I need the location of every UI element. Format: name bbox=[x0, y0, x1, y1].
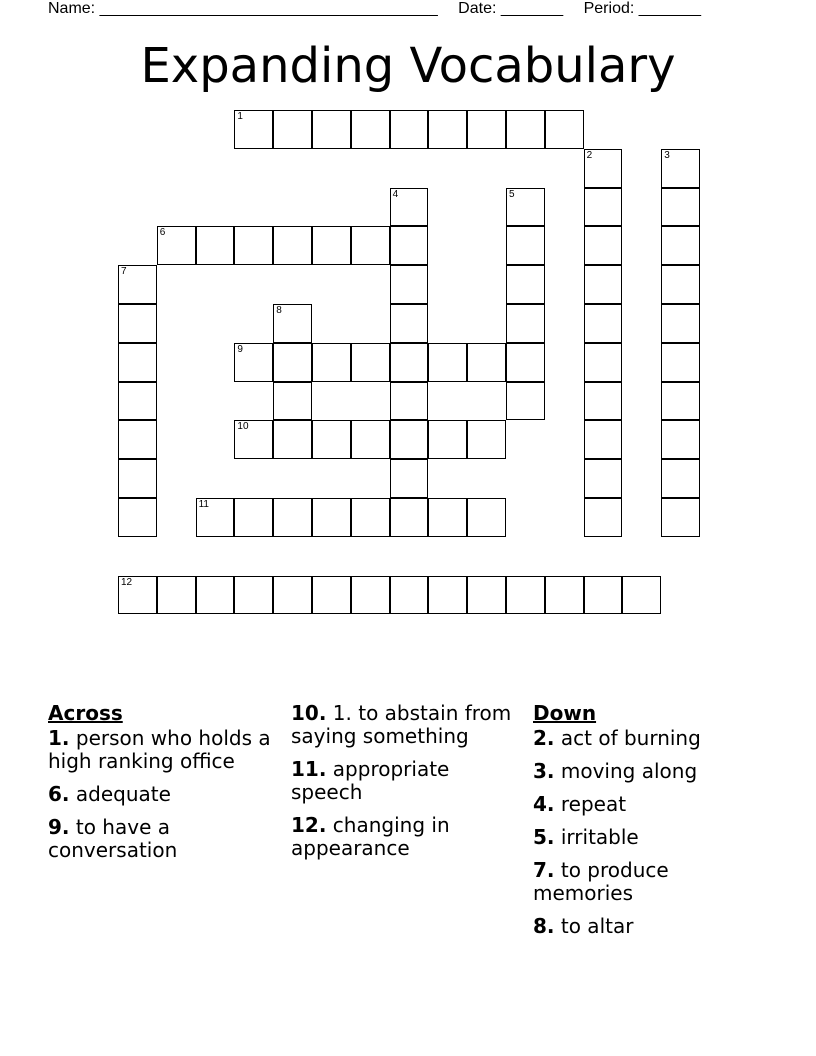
crossword-cell[interactable] bbox=[312, 343, 351, 382]
crossword-cell[interactable] bbox=[506, 110, 545, 149]
crossword-cell[interactable] bbox=[467, 576, 506, 615]
down-heading: Down bbox=[533, 701, 597, 725]
crossword-cell[interactable] bbox=[584, 343, 623, 382]
crossword-cell[interactable] bbox=[584, 149, 623, 188]
crossword-cell[interactable] bbox=[234, 420, 273, 459]
clue-number: 4 bbox=[392, 188, 399, 200]
crossword-cell[interactable] bbox=[661, 343, 700, 382]
across-clue: 1. person who holds a high ranking office bbox=[48, 726, 271, 773]
clues-column-3 bbox=[533, 702, 769, 948]
clue-number: 7 bbox=[121, 266, 127, 278]
crossword-cell[interactable] bbox=[273, 576, 312, 615]
down-clue: 4. repeat bbox=[533, 792, 627, 816]
crossword-cell[interactable] bbox=[428, 343, 467, 382]
crossword-cell[interactable] bbox=[506, 343, 545, 382]
clue-number: 12 bbox=[121, 576, 133, 588]
crossword-cell[interactable] bbox=[506, 226, 545, 265]
crossword-cell[interactable] bbox=[118, 265, 157, 304]
crossword-cell[interactable] bbox=[467, 498, 506, 537]
crossword-cell[interactable] bbox=[312, 498, 351, 537]
crossword-cell[interactable] bbox=[661, 304, 700, 343]
crossword-cell[interactable] bbox=[234, 498, 273, 537]
crossword-cell[interactable] bbox=[273, 110, 312, 149]
period-field-label: Period: _______ bbox=[583, 0, 702, 17]
crossword-cell[interactable] bbox=[661, 226, 700, 265]
crossword-cell[interactable] bbox=[661, 420, 700, 459]
crossword-cell[interactable] bbox=[661, 149, 700, 188]
crossword-cell[interactable] bbox=[584, 498, 623, 537]
page-title: Expanding Vocabulary bbox=[140, 38, 676, 94]
crossword-cell[interactable] bbox=[584, 304, 623, 343]
down-clue: 5. irritable bbox=[533, 825, 639, 849]
crossword-cell[interactable] bbox=[312, 420, 351, 459]
crossword-cell[interactable] bbox=[351, 420, 390, 459]
crossword-cell[interactable] bbox=[584, 382, 623, 421]
crossword-cell[interactable] bbox=[118, 576, 157, 615]
across-clue: 12. changing in appearance bbox=[291, 813, 450, 860]
crossword-cell[interactable] bbox=[506, 382, 545, 421]
crossword-cell[interactable] bbox=[428, 498, 467, 537]
crossword-cell[interactable] bbox=[234, 576, 273, 615]
crossword-cell[interactable] bbox=[312, 110, 351, 149]
clue-number: 9 bbox=[237, 343, 243, 355]
crossword-cell[interactable] bbox=[390, 343, 429, 382]
crossword-cell[interactable] bbox=[234, 226, 273, 265]
across-heading: Across bbox=[48, 701, 123, 725]
crossword-cell[interactable] bbox=[545, 110, 584, 149]
crossword-cell[interactable] bbox=[390, 459, 429, 498]
down-clue: 3. moving along bbox=[533, 759, 698, 783]
crossword-cell[interactable] bbox=[118, 498, 157, 537]
crossword-cell[interactable] bbox=[390, 110, 429, 149]
crossword-cell[interactable] bbox=[584, 265, 623, 304]
crossword-cell[interactable] bbox=[234, 343, 273, 382]
crossword-cell[interactable] bbox=[118, 382, 157, 421]
crossword-cell[interactable] bbox=[273, 226, 312, 265]
crossword-cell[interactable] bbox=[351, 498, 390, 537]
crossword-cell[interactable] bbox=[273, 382, 312, 421]
crossword-cell[interactable] bbox=[351, 576, 390, 615]
crossword-cell[interactable] bbox=[506, 304, 545, 343]
crossword-cell[interactable] bbox=[273, 420, 312, 459]
crossword-cell[interactable] bbox=[390, 304, 429, 343]
across-clue: 9. to have a conversation bbox=[48, 815, 178, 862]
crossword-cell[interactable] bbox=[273, 498, 312, 537]
down-clue: 2. act of burning bbox=[533, 726, 701, 750]
crossword-cell[interactable] bbox=[196, 576, 235, 615]
crossword-cell[interactable] bbox=[234, 110, 273, 149]
across-clue: 11. appropriate speech bbox=[291, 757, 450, 804]
crossword-cell[interactable] bbox=[428, 576, 467, 615]
crossword-cell[interactable] bbox=[661, 459, 700, 498]
crossword-cell[interactable] bbox=[118, 304, 157, 343]
down-clue: 7. to produce memories bbox=[533, 858, 669, 905]
date-field-label: Date: _______ bbox=[458, 0, 564, 17]
crossword-cell[interactable] bbox=[390, 576, 429, 615]
crossword-cell[interactable] bbox=[467, 343, 506, 382]
crossword-cell[interactable] bbox=[584, 420, 623, 459]
crossword-cell[interactable] bbox=[584, 576, 623, 615]
crossword-cell[interactable] bbox=[622, 576, 661, 615]
clue-number: 5 bbox=[509, 188, 515, 200]
name-field-label: Name: ______________________________________ bbox=[48, 0, 438, 17]
crossword-cell[interactable] bbox=[584, 459, 623, 498]
crossword-cell[interactable] bbox=[661, 498, 700, 537]
crossword-cell[interactable] bbox=[351, 343, 390, 382]
crossword-cell[interactable] bbox=[118, 343, 157, 382]
crossword-cell[interactable] bbox=[157, 576, 196, 615]
crossword-cell[interactable] bbox=[661, 382, 700, 421]
crossword-cell[interactable] bbox=[545, 576, 584, 615]
crossword-cell[interactable] bbox=[390, 188, 429, 227]
crossword-cell[interactable] bbox=[312, 576, 351, 615]
crossword-cell[interactable] bbox=[506, 265, 545, 304]
crossword-cell[interactable] bbox=[428, 420, 467, 459]
crossword-cell[interactable] bbox=[157, 226, 196, 265]
across-clue: 10. 1. to abstain from saying something bbox=[291, 701, 512, 748]
crossword-cell[interactable] bbox=[584, 226, 623, 265]
clues-column-2 bbox=[291, 702, 527, 870]
crossword-cell[interactable] bbox=[506, 576, 545, 615]
crossword-cell[interactable] bbox=[467, 110, 506, 149]
down-clue: 8. to altar bbox=[533, 914, 634, 938]
crossword-cell[interactable] bbox=[584, 188, 623, 227]
clue-number: 3 bbox=[664, 149, 670, 161]
crossword-cell[interactable] bbox=[661, 265, 700, 304]
crossword-cell[interactable] bbox=[273, 343, 312, 382]
clue-number: 11 bbox=[198, 499, 209, 510]
crossword-cell[interactable] bbox=[118, 459, 157, 498]
crossword-cell[interactable] bbox=[196, 226, 235, 265]
crossword-cell[interactable] bbox=[390, 420, 429, 459]
crossword-cell[interactable] bbox=[467, 420, 506, 459]
crossword-cell[interactable] bbox=[351, 110, 390, 149]
clue-number: 2 bbox=[586, 149, 593, 161]
clue-number: 10 bbox=[237, 421, 249, 433]
crossword-cell[interactable] bbox=[428, 110, 467, 149]
crossword-cell[interactable] bbox=[390, 382, 429, 421]
clue-number: 8 bbox=[276, 305, 282, 316]
crossword-cell[interactable] bbox=[506, 188, 545, 227]
clue-number: 1 bbox=[237, 111, 243, 122]
crossword-cell[interactable] bbox=[196, 498, 235, 537]
crossword-cell[interactable] bbox=[390, 498, 429, 537]
crossword-cell[interactable] bbox=[390, 265, 429, 304]
clue-number: 6 bbox=[159, 227, 166, 239]
crossword-cell[interactable] bbox=[118, 420, 157, 459]
clues-column-1 bbox=[48, 702, 284, 872]
crossword-cell[interactable] bbox=[312, 226, 351, 265]
across-clue: 6. adequate bbox=[48, 782, 171, 806]
crossword-cell[interactable] bbox=[273, 304, 312, 343]
crossword-cell[interactable] bbox=[661, 188, 700, 227]
crossword-cell[interactable] bbox=[351, 226, 390, 265]
crossword-cell[interactable] bbox=[390, 226, 429, 265]
